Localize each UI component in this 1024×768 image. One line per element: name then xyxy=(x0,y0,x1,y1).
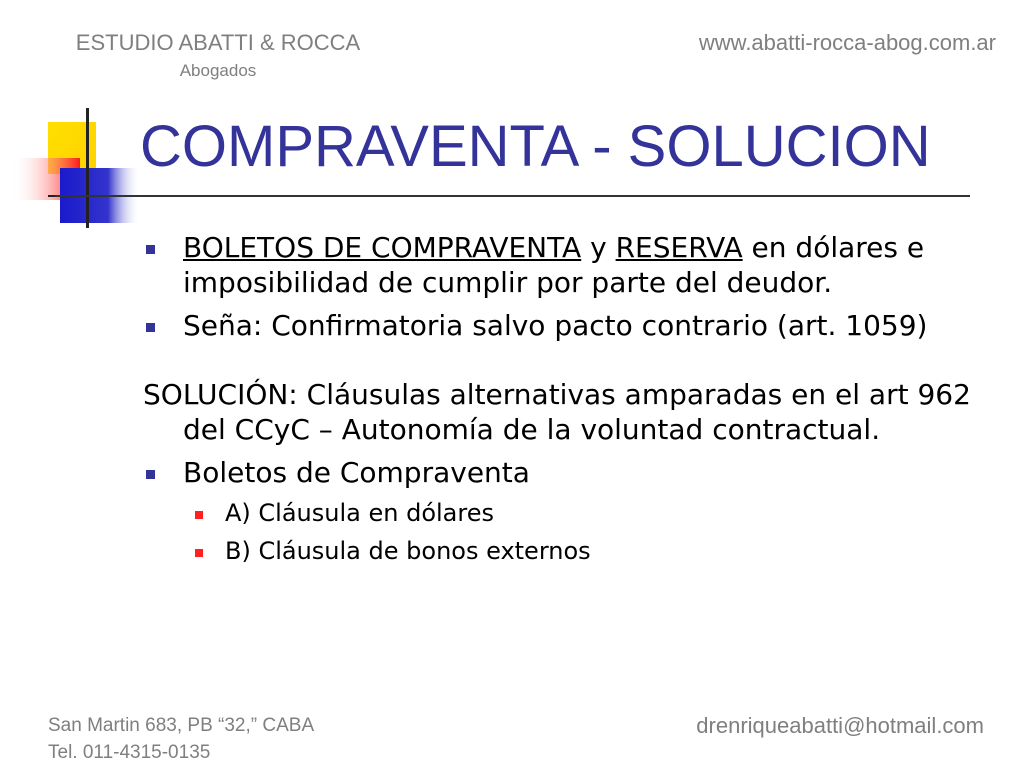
bullet-sena xyxy=(143,308,1003,343)
footer-contact xyxy=(48,712,314,766)
bullet-1-rest: en dólares e imposibilidad de cumplir por parte del deudor. xyxy=(183,231,925,299)
bullet-boletos-reserva xyxy=(143,230,1003,300)
deco-vertical-line xyxy=(86,108,89,228)
title-decoration-graphic xyxy=(0,100,150,235)
sub-bullet-bonos-text: B) Cláusula de bonos externos xyxy=(225,537,591,565)
title-underline-rule xyxy=(55,195,970,197)
slide-body xyxy=(143,230,1003,574)
firm-subtitle: Abogados xyxy=(179,61,257,80)
square-bullet-icon xyxy=(146,323,155,332)
footer-phone: Tel. 011-4315-0135 xyxy=(48,742,211,763)
bullet-boletos-text: Boletos de Compraventa xyxy=(183,456,530,489)
header-firm xyxy=(48,30,388,82)
sub-bullet-dolares xyxy=(143,498,1003,528)
footer-address: San Martin 683, PB “32,” CABA xyxy=(48,715,315,736)
bullet-boletos-compraventa xyxy=(143,455,1003,490)
slide-title: COMPRAVENTA - SOLUCION xyxy=(140,114,931,179)
bullet-1-connector: y xyxy=(581,231,616,264)
square-bullet-icon xyxy=(146,470,155,479)
firm-name: ESTUDIO ABATTI & ROCCA xyxy=(75,30,361,55)
underlined-boletos: BOLETOS DE COMPRAVENTA xyxy=(183,231,582,264)
square-bullet-icon xyxy=(195,511,203,519)
bullet-sena-text: Seña: Confirmatoria salvo pacto contrario (art. 1059) xyxy=(183,309,928,342)
website-text: www.abatti-rocca-abog.com.ar xyxy=(698,30,996,55)
sub-bullet-bonos xyxy=(143,536,1003,566)
underlined-reserva: RESERVA xyxy=(615,231,743,264)
square-bullet-icon xyxy=(195,549,203,557)
solution-paragraph: SOLUCIÓN: Cláusulas alternativas amparadas en el art 962 del CCyC – Autonomía de la voluntad contractual. xyxy=(143,378,971,446)
footer-email: drenriqueabatti@hotmail.com xyxy=(696,713,984,738)
square-bullet-icon xyxy=(146,245,155,254)
sub-bullet-dolares-text: A) Cláusula en dólares xyxy=(225,499,494,527)
